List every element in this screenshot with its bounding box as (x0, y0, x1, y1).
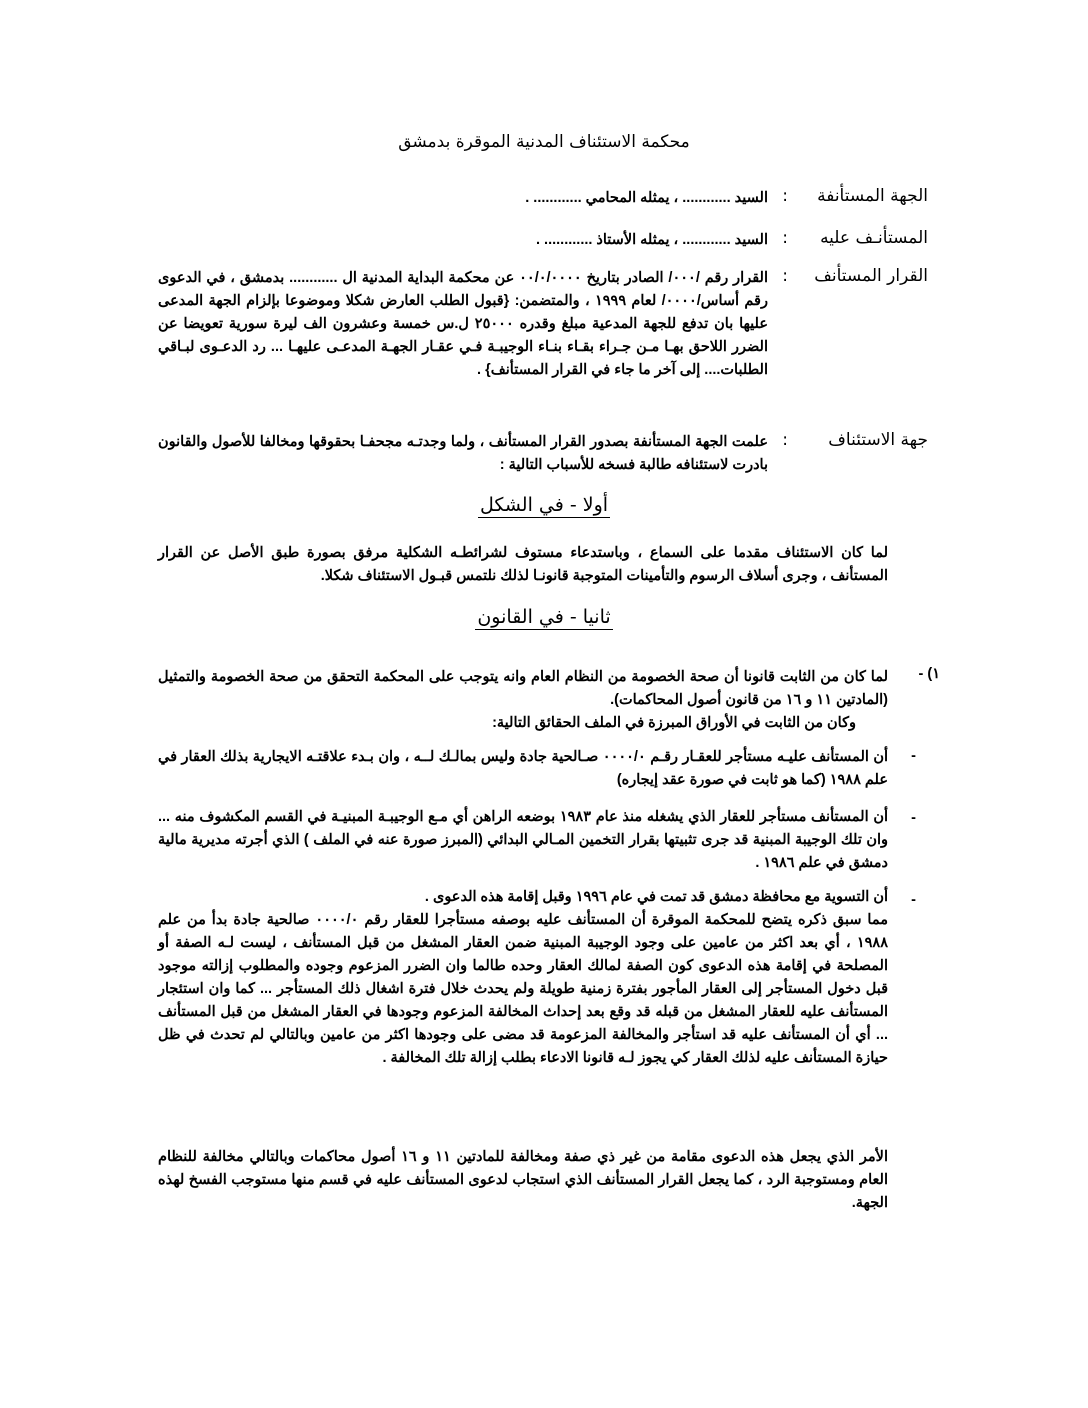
respondent-value: السيد ............ ، يمثله الأستاذ ............ . (536, 232, 768, 248)
colon: : (782, 228, 788, 248)
law-point-text: لما كان من الثابت قانونا أن صحة الخصومة من النظام العام وانه يتوجب على المحكمة التحقق من صحة الخصومة والتمثيل (المادتين ١١ و ١٦ من قانون أصول المحاكمات). (158, 669, 888, 708)
colon: : (782, 186, 788, 206)
law-point-sub: وكان من الثابت في الأوراق المبرزة في الملف الحقائق التالية: (492, 715, 856, 731)
appeal-side-text: علمت الجهة المستأنفة بصدور القرار المستأنف ، ولما وجدتـه مجحفـا بحقوقها ومخالفا للأصول والقانون بادرت لاستئنافه طالبة فسخه للأسباب التالية : (158, 434, 768, 473)
section-form-text: لما كان الاستئناف مقدما على السماع ، وباستدعاء مستوف لشرائطـه الشكلية مرفق بصورة طبق الأصل عن القرار المستأنف ، وجرى أسلاف الرسوم والتأمينات المتوجبة قانونـا لذلك نلتمس قبـول الاستئناف شكلا. (158, 545, 888, 584)
appealed-decision-label: القرار المستأنف (814, 266, 928, 286)
fact-dash: - (911, 892, 916, 908)
section-form-title: أولا - في الشكل (479, 494, 609, 516)
colon: : (782, 266, 788, 286)
fact-item: أن المستأنف مستأجر للعقار الذي يشغله منذ عام ١٩٨٣ بوضعه الراهن أي مـع الوجيبـة المبنيـة في القسم المكشوف منه ... وان تلك الوجيبة المبنية قد جرى تثبيتها بقرار التخمين المـالي البدائي (المبرز صورة عنه في الملف ) الذي أجرته مديرية مالية دمشق في علم ١٩٨٦ . (158, 809, 889, 871)
appellant-value: السيد ............ ، يمثله المحامي ............ . (525, 190, 768, 206)
appeal-side-label: جهة الاستئناف (828, 430, 928, 450)
analysis-paragraph: مما سبق ذكره يتضح للمحكمة الموقرة أن المستأنف عليه بوصفه مستأجرا للعقار رقم ٠٠٠٠/٠ صالحية جادة بدأ من علم ١٩٨٨ ، أي بعد اكثر من عامين على وجود الوجيبة المبنية ضمن العقار المشغل من قبل المستأنف ، ليست لـه الصفة أو المصلحة في إقامة هذه الدعوى كون الصفة لمالك العقار وحده طالما وان الضرر المزعوم وجوده والمطلوب إزالته موجود قبل دخول المستأجر إلى العقار المأجور بفترة زمنية طويلة ولم يحدث خلال فترة اشغال ذلك المستأجر ... كما وان استئجار المستأنف عليه للعقار المشغل من قبله قد وقع بعد إحداث المخالفة المزعوم وجودها في العقار المشغل من قبل المستأنف ... أي أن المستأنف عليه قد استأجر والمخالفة المزعومة قد مضى على وجودها اكثر من عامين وبالتالي لم تحدث في ظل حيازة المستأنف عليه لذلك العقار كي يجوز لـه قانونا الادعاء بطلب إزالة تلك المخالفة . (158, 912, 888, 1066)
appealed-decision-text: القرار رقم /٠٠٠/ الصادر بتاريخ ٠٠/٠/٠٠٠٠ عن محكمة البداية المدنية ال ............ بدمشق ، في الدعوى رقم أساس/٠٠٠٠/ لعام ١٩٩٩ ، والمتضمن: {قبول الطلب العارض شكلا وموضوعا بإلزام الجهة المدعى عليها بان تدفع للجهة المدعية مبلغ وقدره ٢٥٠٠٠ ل.س خمسة وعشرون الف ليرة سورية تعويضا عن الضرر اللاحق بهـا مـن جـراء بقـاء بنـاء الوجيبـة فـي عقـار الجهـة المدعـى عليهـا ... رد الدعـوى لبـاقي الطلبات.... إلى آخر ما جاء في القرار المستأنف} . (158, 270, 769, 378)
court-heading: محكمة الاستئناف المدنية الموقرة بدمشق (398, 132, 690, 152)
colon: : (782, 430, 788, 450)
fact-item: أن المستأنف عليـه مستأجر للعقـار رقـم ٠٠٠٠/٠ صـالحية جادة وليس بمالـك لــه ، وان بـدء علاقتـه الايجارية بذلك العقار في علم ١٩٨٨ (كما هو ثابت في صورة عقد إيجاره) (158, 749, 888, 788)
conclusion-paragraph: الأمر الذي يجعل هذه الدعوى مقامة من غير ذي صفة ومخالفة للمادتين ١١ و ١٦ أصول محاكمات وبالتالي مخالفة للنظام العام ومستوجبة الرد ، كما يجعل القرار المستأنف الذي استجاب لدعوى المستأنف عليه في قسم منها مستوجب الفسخ لهذه الجهة. (158, 1149, 888, 1211)
appellant-label: الجهة المستأنفة (817, 186, 928, 206)
respondent-label: المستأنـف عليه (820, 228, 928, 248)
law-point-marker: ١) - (918, 666, 940, 682)
fact-item: أن التسوية مع محافظة دمشق قد تمت في عام ١٩٩٦ وقبل إقامة هذه الدعوى . (424, 889, 888, 905)
fact-dash: - (911, 810, 916, 826)
section-law-title: ثانيا - في القانون (477, 606, 611, 628)
fact-dash: - (911, 748, 916, 764)
